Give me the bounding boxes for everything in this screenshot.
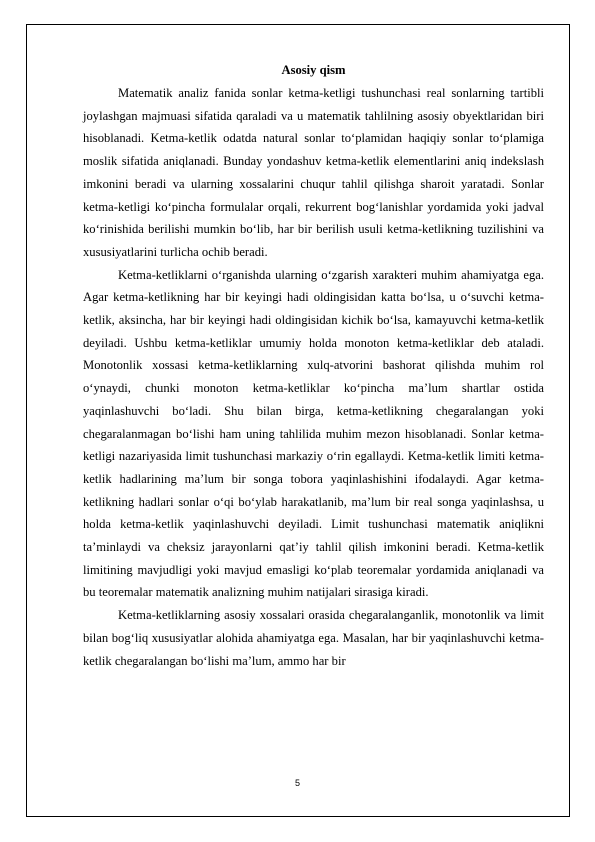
page-number: 5 — [294, 778, 300, 788]
paragraph-3: Ketma-ketliklarning asosiy xossalari orasida chegaralanganlik, monotonlik va limit bilan bog‘liq xususiyatlar alohida ahamiyatga ega. Masalan, har bir yaqinlashuvchi ketma-ketlik chegaralangan bo‘lishi ma’lum, ammo har bir — [83, 608, 544, 668]
document-body — [83, 62, 544, 672]
paragraph-1: Matematik analiz fanida sonlar ketma-ketligi tushunchasi real sonlarning tartibli joylashgan majmuasi sifatida qaraladi va u matematik tahlilning asosiy obyektlaridan biri hisoblanadi. Ketma-ketlik odatda natural sonlar to‘plamidan haqiqiy sonlar to‘plamiga moslik sifatida aniqlanadi. Bunday yondashuv ketma-ketlik elementlarini aniq indekslash imkonini beradi va ularning xossalarini chuqur tahlil qilishga sharoit yaratadi. Sonlar ketma-ketligi ko‘pincha formulalar orqali, rekurrent bog‘lanishlar yordamida yoki jadval ko‘rinishida berilishi mumkin bo‘lib, har bir berilish usuli ketma-ketlikning tuzilishini va xususiyatlarini turlicha ochib beradi. — [83, 86, 544, 259]
paragraph-2: Ketma-ketliklarni o‘rganishda ularning o‘zgarish xarakteri muhim ahamiyatga ega. Agar ketma-ketlikning har bir keyingi hadi oldingisidan katta bo‘lsa, u o‘suvchi ketma-ketlik, aksincha, har bir keyingi hadi oldingisidan kichik bo‘lsa, kamayuvchi ketma-ketlik deyiladi. Ushbu ketma-ketliklar umumiy holda monoton ketma-ketliklar deb ataladi. Monotonlik xossasi ketma-ketliklarning xulq-atvorini bashorat qilishda muhim rol o‘ynaydi, chunki monoton ketma-ketliklar ko‘pincha ma’lum shartlar ostida yaqinlashuvchi bo‘ladi. Shu bilan birga, ketma-ketlikning chegaralangan yoki chegaralanmagan bo‘lishi ham uning tahlilida muhim mezon hisoblanadi. Sonlar ketma-ketligi nazariyasida limit tushunchasi markaziy o‘rin egallaydi. Ketma-ketlik limiti ketma-ketlik hadlarining ma’lum bir songa tobora yaqinlashishini ifodalaydi. Agar ketma-ketlikning hadlari sonlar o‘qi bo‘ylab harakatlanib, ma’lum bir real songa yaqinlashsa, u holda ketma-ketlik yaqinlashuvchi deyiladi. Limit tushunchasi matematik aniqlikni ta’minlaydi va cheksiz jarayonlarni qat’iy tahlil qilish imkonini beradi. Ketma-ketlik limitining mavjudligi yoki mavjud emasligi ko‘plab teoremalar yordamida aniqlanadi va bu teoremalar matematik analizning muhim natijalari sirasiga kiradi. — [83, 267, 544, 600]
section-heading: Asosiy qism — [281, 63, 346, 77]
